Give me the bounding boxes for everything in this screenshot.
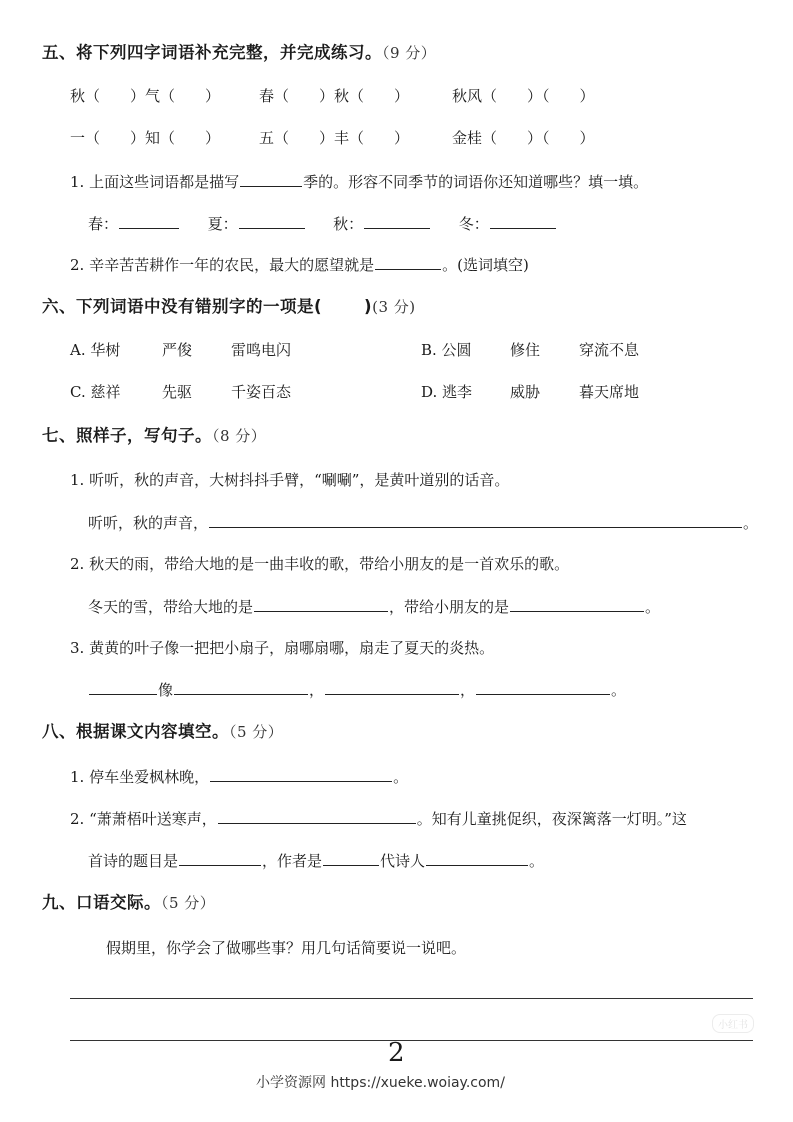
s8-question-1: 1. 停车坐爱枫林晚， 。 xyxy=(70,768,409,786)
page-number: 2 xyxy=(388,1038,405,1068)
blank-poem-title[interactable] xyxy=(179,850,261,866)
blank-winter[interactable] xyxy=(490,213,556,229)
blank-sentence-3c[interactable] xyxy=(325,679,459,695)
s9-prompt: 假期里，你学会了做哪些事？用几句话简要说一说吧。 xyxy=(106,939,467,957)
s8-question-2-line-1: 2. “萧萧梧叶送寒声， 。知有儿童挑促织，夜深篱落一灯明。”这 xyxy=(70,810,687,828)
blank-spring[interactable] xyxy=(119,213,179,229)
option-c-word-1: C. 慈祥 xyxy=(70,383,121,401)
s7-example-3: 3. 黄黄的叶子像一把把小扇子，扇哪扇哪，扇走了夏天的炎热。 xyxy=(70,639,495,657)
option-d-word-3: 暮天席地 xyxy=(579,383,640,401)
option-a-word-1: A. 华树 xyxy=(70,341,121,359)
s5-question-1: 1. 上面这些词语都是描写 季的。形容不同季节的词语你还知道哪些？填一填。 xyxy=(70,173,649,191)
option-d-word-2: 威胁 xyxy=(510,383,541,401)
blank-autumn[interactable] xyxy=(364,213,430,229)
s5-seasons-row: 春： 夏： 秋： 冬： xyxy=(88,213,557,234)
blank-sentence-2b[interactable] xyxy=(510,596,644,612)
s7-answer-3: 像 ， ， 。 xyxy=(88,679,626,700)
section-9-title: 九、口语交际。（5 分） xyxy=(42,893,216,912)
blank-poem-1[interactable] xyxy=(210,766,392,782)
blank-summer[interactable] xyxy=(239,213,305,229)
blank-poem-2[interactable] xyxy=(218,808,416,824)
s7-example-1: 1. 听听，秋的声音，大树抖抖手臂，“唰唰”，是黄叶道别的话音。 xyxy=(70,471,510,489)
section-7-title: 七、照样子，写句子。（8 分） xyxy=(42,426,267,445)
blank-sentence-2a[interactable] xyxy=(254,596,388,612)
blank-season[interactable] xyxy=(240,171,302,187)
s7-answer-1: 听听，秋的声音， 。 xyxy=(88,514,759,532)
answer-line-2[interactable] xyxy=(70,1040,753,1041)
option-b-word-2: 修住 xyxy=(510,341,541,359)
option-c-word-3: 千姿百态 xyxy=(231,383,292,401)
s5-row-1-item-3: 秋风（ ）（ ） xyxy=(452,87,595,105)
blank-sentence-1[interactable] xyxy=(209,512,742,528)
s5-question-2: 2. 辛辛苦苦耕作一年的农民，最大的愿望就是 。(选词填空) xyxy=(70,256,529,274)
footer-source: 小学资源网 https://xueke.woiay.com/ xyxy=(256,1075,505,1091)
s5-row-1-item-2: 春（ ）秋（ ） xyxy=(259,87,410,105)
answer-line-1[interactable] xyxy=(70,998,753,999)
s5-row-2-item-2: 五（ ）丰（ ） xyxy=(259,129,410,147)
blank-poet[interactable] xyxy=(426,850,528,866)
watermark-logo: 小红书 xyxy=(712,1014,754,1033)
blank-sentence-3a[interactable] xyxy=(89,679,157,695)
s5-row-1-item-1: 秋（ ）气（ ） xyxy=(70,87,221,105)
section-5-title: 五、将下列四字词语补充完整，并完成练习。（9 分） xyxy=(42,43,437,62)
blank-wish[interactable] xyxy=(375,254,441,270)
s7-example-2: 2. 秋天的雨，带给大地的是一曲丰收的歌，带给小朋友的是一首欢乐的歌。 xyxy=(70,555,570,573)
option-d-word-1: D. 逃李 xyxy=(421,383,473,401)
s7-answer-2: 冬天的雪，带给大地的是 ，带给小朋友的是 。 xyxy=(88,598,661,616)
option-a-word-2: 严俊 xyxy=(162,341,193,359)
option-b-word-1: B. 公圆 xyxy=(421,341,472,359)
option-b-word-3: 穿流不息 xyxy=(579,341,640,359)
s5-row-2-item-3: 金桂（ ）（ ） xyxy=(452,129,595,147)
section-6-title: 六、下列词语中没有错别字的一项是( )(3 分) xyxy=(42,297,416,316)
s5-row-2-item-1: 一（ ）知（ ） xyxy=(70,129,221,147)
blank-dynasty[interactable] xyxy=(323,850,379,866)
blank-sentence-3b[interactable] xyxy=(174,679,308,695)
section-8-title: 八、根据课文内容填空。（5 分） xyxy=(42,722,284,741)
s8-question-2-line-2: 首诗的题目是 ，作者是 代诗人 。 xyxy=(88,852,545,870)
option-c-word-2: 先驱 xyxy=(162,383,193,401)
option-a-word-3: 雷鸣电闪 xyxy=(231,341,292,359)
blank-sentence-3d[interactable] xyxy=(476,679,610,695)
